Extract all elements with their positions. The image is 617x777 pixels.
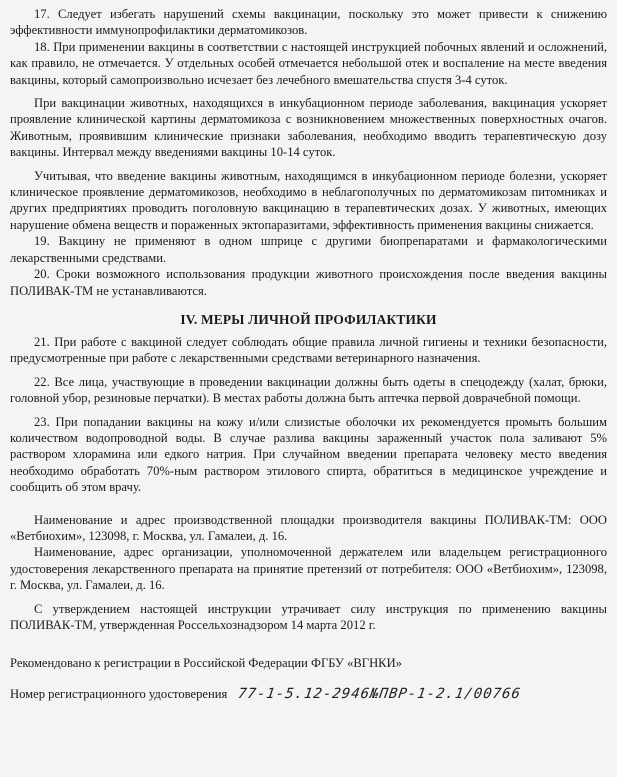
registration-line <box>10 686 607 702</box>
paragraph-considering: Учитывая, что введение вакцины животным, находящимся в инкубационном периоде болезни, ускоряет клиническое проявление дерматомикозов, необходимо в неблагополучных по дерматомикозам питомниках и других предприятиях проводить поголовную вакцинацию в терапевтических дозах. У животных, имеющих нарушение обмена веществ и пораженных эктопаразитами, эффективность применения вакцины снижается. <box>10 168 607 232</box>
paragraph-20: 20. Сроки возможного использования продукции животного происхождения после введения вакцины ПОЛИВАК-ТМ не устанавливаются. <box>10 267 607 298</box>
supersede-note: С утверждением настоящей инструкции утрачивает силу инструкция по применению вакцины ПОЛИВАК-ТМ, утвержденная Россельхознадзором 14 марта 2012 г. <box>10 601 607 632</box>
registration-label: Номер регистрационного удостоверения <box>10 686 228 701</box>
paragraph-17: 17. Следует избегать нарушений схемы вакцинации, поскольку это может привести к снижению эффективности иммунопрофилактики дерматомикозов. <box>10 7 607 38</box>
paragraph-18: 18. При применении вакцины в соответствии с настоящей инструкцией побочных явлений и осложнений, как правило, не отмечается. У отдельных особей отмечается небольшой отек и воспаление на месте введения вакцины, который самопроизвольно исчезает без лечебного вмешательства спустя 3-4 суток. <box>10 39 607 87</box>
section-heading: IV. МЕРЫ ЛИЧНОЙ ПРОФИЛАКТИКИ <box>180 311 437 327</box>
paragraph-21: 21. При работе с вакциной следует соблюдать общие правила личной гигиены и техники безопасности, предусмотренные при работе с лекарственными средствами ветеринарного назначения. <box>10 334 607 366</box>
paragraph-19: 19. Вакцину не применяют в одном шприце с другими биопрепаратами и фармакологическими лекарственными средствами. <box>10 234 607 265</box>
holder-info: Наименование, адрес организации, уполномоченной держателем или владельцем регистрационного удостоверения лекарственного препарата на принятие претензий от потребителя: ООО «Ветбиохим», 123098, г. Москва, ул. Гамалеи, д. 16. <box>10 545 607 593</box>
paragraph-23: 23. При попадании вакцины на кожу и/или слизистые оболочки их рекомендуется промыть большим количеством водопроводной воды. В случае разлива вакцины зараженный участок пола заливают 5% раствором хлорамина или едкого натрия. При случайном введении препарата человеку место введения необходимо обработать 70%-ным раствором этилового спирта, обратиться в медицинское учреждение и сообщить об этом врачу. <box>10 414 607 495</box>
paragraph-22: 22. Все лица, участвующие в проведении вакцинации должны быть одеты в спецодежду (халат, брюки, головной убор, резиновые перчатки). В местах работы должна быть аптечка первой доврачебной помощи. <box>10 374 607 406</box>
paragraph-incubation: При вакцинации животных, находящихся в инкубационном периоде заболевания, вакцинация ускоряет проявление клинической картины дерматомикоза с возникновением множественных поверхностных очагов. Животным, проявившим клинические признаки заболевания, необходимо вводить терапевтическую дозу вакцины. Интервал между введениями вакцины 10-14 суток. <box>10 96 607 160</box>
registration-number-handwritten: 77-1-5.12-2946№ПВР-1-2.1/00766 <box>237 685 523 702</box>
manufacturer-info: Наименование и адрес производственной площадки производителя вакцины ПОЛИВАК-ТМ: ООО «Ветбиохим», 123098, г. Москва, ул. Гамалеи, д. 16. <box>10 512 607 543</box>
recommendation-line: Рекомендовано к регистрации в Российской Федерации ФГБУ «ВГНКИ» <box>10 656 402 671</box>
